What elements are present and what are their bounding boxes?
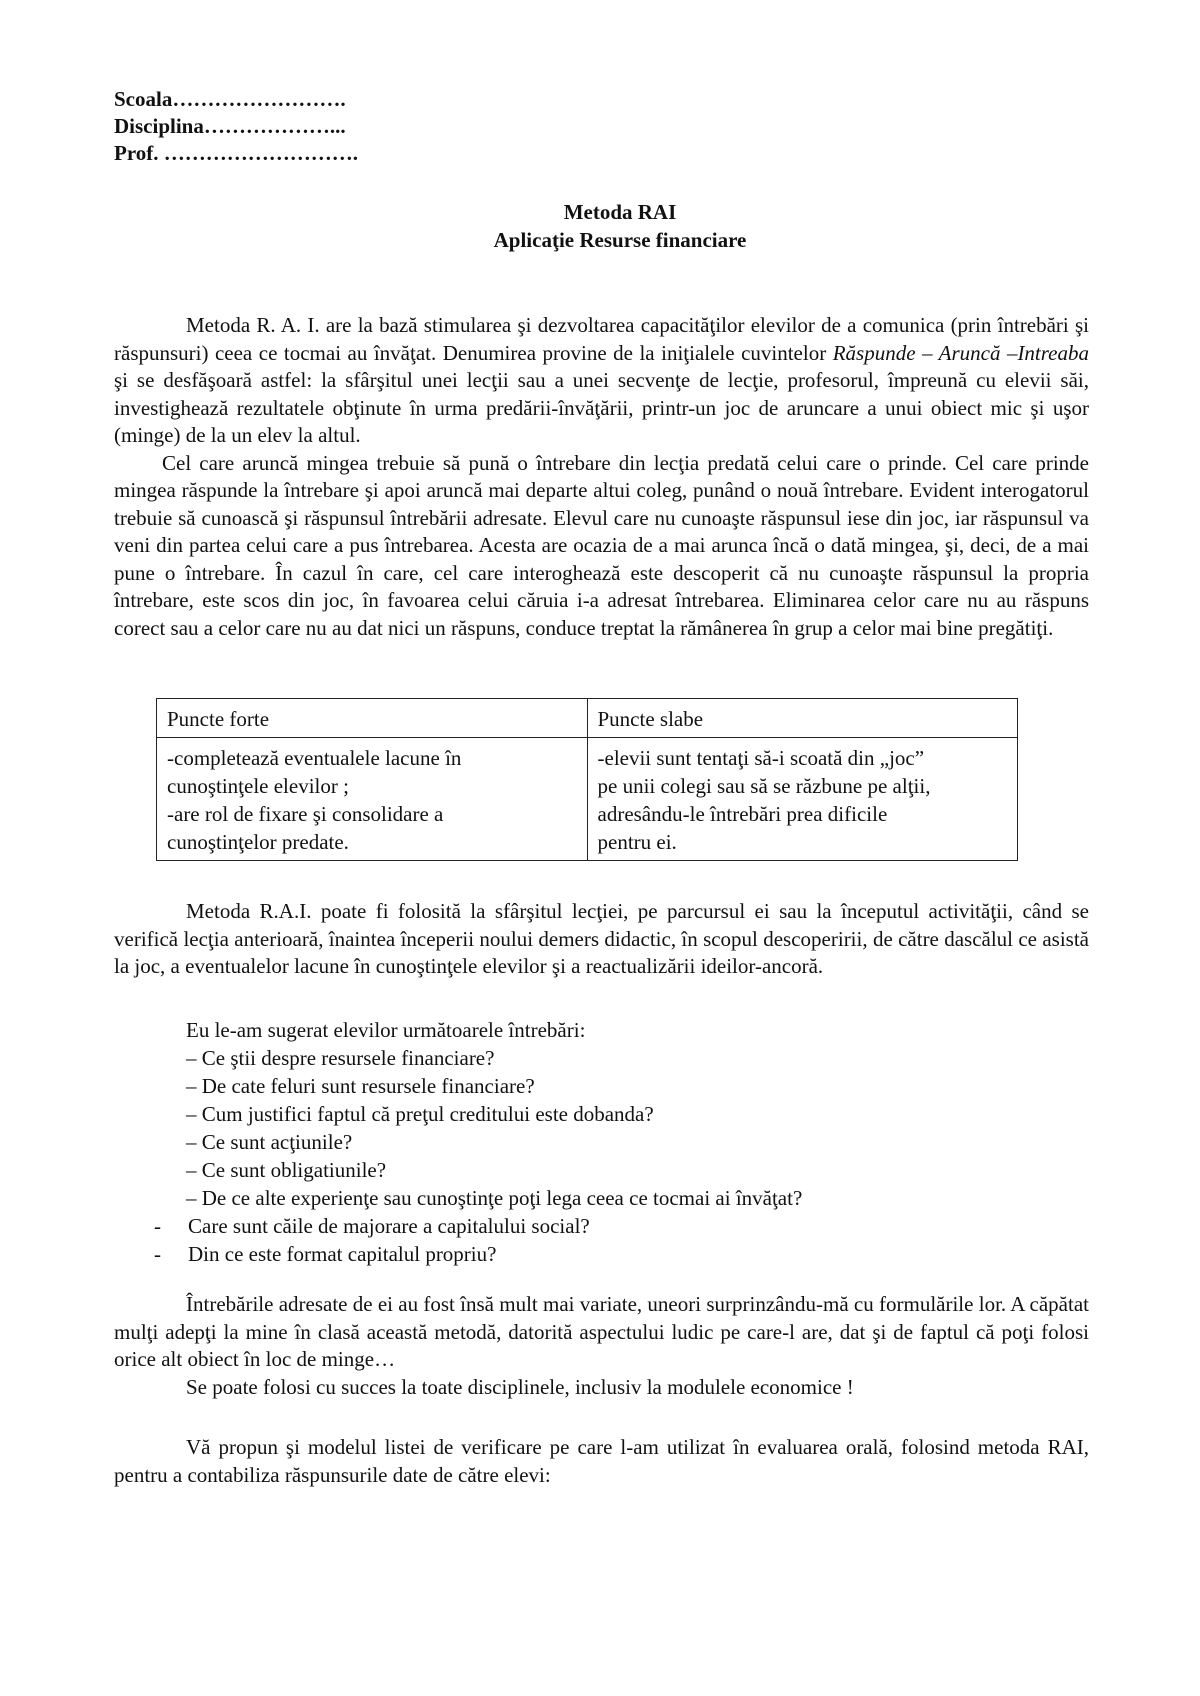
title-line-2: Aplicaţie Resurse financiare [493,228,747,252]
header-strengths: Puncte forte [157,699,588,738]
prof-line: Prof. ………………………. [114,141,359,165]
strengths-cell [157,738,588,861]
discipline-line: Disciplina………………... [114,114,346,138]
list-item: – De cate feluri sunt resursele financiare? [186,1074,535,1098]
table-row [157,738,1018,861]
document-header [114,86,358,167]
strength-line: cunoştinţele elevilor ; [167,774,349,798]
strength-line: -are rol de fixare şi consolidare a [167,802,444,826]
observations-paragraph: Întrebările adresate de ei au fost însă mult mai variate, uneori surprinzându-mă cu formulările lor. A căpătat mulţi adepţi la mine în clasă această metodă, datorită aspectului ludic pe care-l are, dat şi de faptul că poţi folosi orice alt obiect în loc de minge… [114,1292,1089,1371]
table-header-row [157,699,1018,738]
intro-italic-terms: Răspunde – Aruncă –Intreaba [832,340,1089,365]
intro-paragraph-2: Cel care aruncă mingea trebuie să pună o întrebare din lecţia predată celui care o prinde. Cel care prinde mingea răspunde la întrebare şi apoi aruncă mai departe altui coleg, punând o nouă întrebare. Evident interogatorul trebuie să cunoască şi răspunsul întrebării adresate. Elevul care nu cunoaşte răspunsul iese din joc, iar răspunsul va veni din partea celui care a pus întrebarea. Acesta are ocazia de a mai arunca încă o dată mingea, şi, deci, de a mai pune o întrebare. În cazul în care, cel care interoghează este descoperit că nu cunoaşte răspunsul la propria întrebare, este scos din joc, în favoarea celui căruia i-a adresat întrebarea. Eliminarea celor care nu au răspuns corect sau a celor care nu au dat nici un răspuns, conduce treptat la rămânerea în grup a celor mai bine pregătiţi. [114,450,1089,640]
list-item [154,1212,590,1240]
strengths-weaknesses-table [156,698,1018,861]
intro-text-1: Metoda R. A. I. are la bază stimularea şi dezvoltarea capacităţilor elevilor de a comunica (prin întrebări şi răspunsuri) ceea ce tocmai au învăţat. Denumirea provine de la iniţialele cuvintelor [114,313,1089,365]
weakness-line: adresându-le întrebări prea dificile [597,802,888,826]
usage-section [114,898,1089,981]
strength-line: -completează eventualele lacune în [167,746,462,770]
weakness-line: pentru ei. [597,830,677,854]
list-item [154,1240,590,1268]
proposal-section [114,1434,1089,1489]
list-item: – De ce alte experienţe sau cunoştinţe poţi lega ceea ce tocmai ai învăţat? [186,1186,803,1210]
observations-paragraph-2: Se poate folosi cu succes la toate disciplinele, inclusiv la modulele economice ! [186,1374,854,1399]
extra-questions-list [154,1212,590,1268]
weaknesses-cell [587,738,1018,861]
intro-section [114,312,1089,642]
list-item-text: Care sunt căile de majorare a capitalului social? [188,1214,590,1238]
usage-paragraph: Metoda R.A.I. poate fi folosită la sfârşitul lecţiei, pe parcursul ei sau la începutul activităţii, când se verifică lecţia anterioară, înaintea începerii noului demers didactic, în scopul descoperirii, de către dascălul ce asistă la joc, a eventualelor lacune în cunoştinţele elevilor şi a reactualizării ideilor-ancoră. [114,899,1089,978]
dash-marker: - [154,1242,161,1266]
title-line-1: Metoda RAI [563,200,677,224]
list-item: – Cum justifici faptul că preţul creditului este dobanda? [186,1102,654,1126]
title-block [0,198,1200,254]
list-item: – Ce sunt acţiunile? [186,1130,353,1154]
intro-paragraph [114,312,1089,450]
proposal-paragraph: Vă propun şi modelul listei de verificare pe care l-am utilizat în evaluarea orală, folosind metoda RAI, pentru a contabiliza răspunsurile date de către elevi: [114,1435,1089,1487]
dash-marker: - [154,1214,161,1238]
list-item: – Ce sunt obligatiunile? [186,1158,387,1182]
header-weaknesses: Puncte slabe [587,699,1018,738]
weakness-line: pe unii colegi sau să se răzbune pe alţii, [597,774,931,798]
weakness-line: -elevii sunt tentaţi să-i scoată din „joc” [597,746,925,770]
observations-section [114,1291,1089,1401]
school-line: Scoala……………………. [114,87,346,111]
questions-intro: Eu le-am sugerat elevilor următoarele întrebări: [186,1018,586,1042]
strength-line: cunoştinţelor predate. [167,830,349,854]
list-item: – Ce ştii despre resursele financiare? [186,1046,495,1070]
list-item-text: Din ce este format capitalul propriu? [188,1242,497,1266]
intro-text-2: şi se desfăşoară astfel: la sfârşitul unei lecţii sau a unei secvenţe de lecţie, profesorul, împreună cu elevii săi, investighează rezultatele obţinute în urma predării-învăţării, printr-un joc de aruncare a unui obiect mic şi uşor (minge) de la un elev la altul. [114,368,1089,447]
questions-list [186,1016,802,1212]
